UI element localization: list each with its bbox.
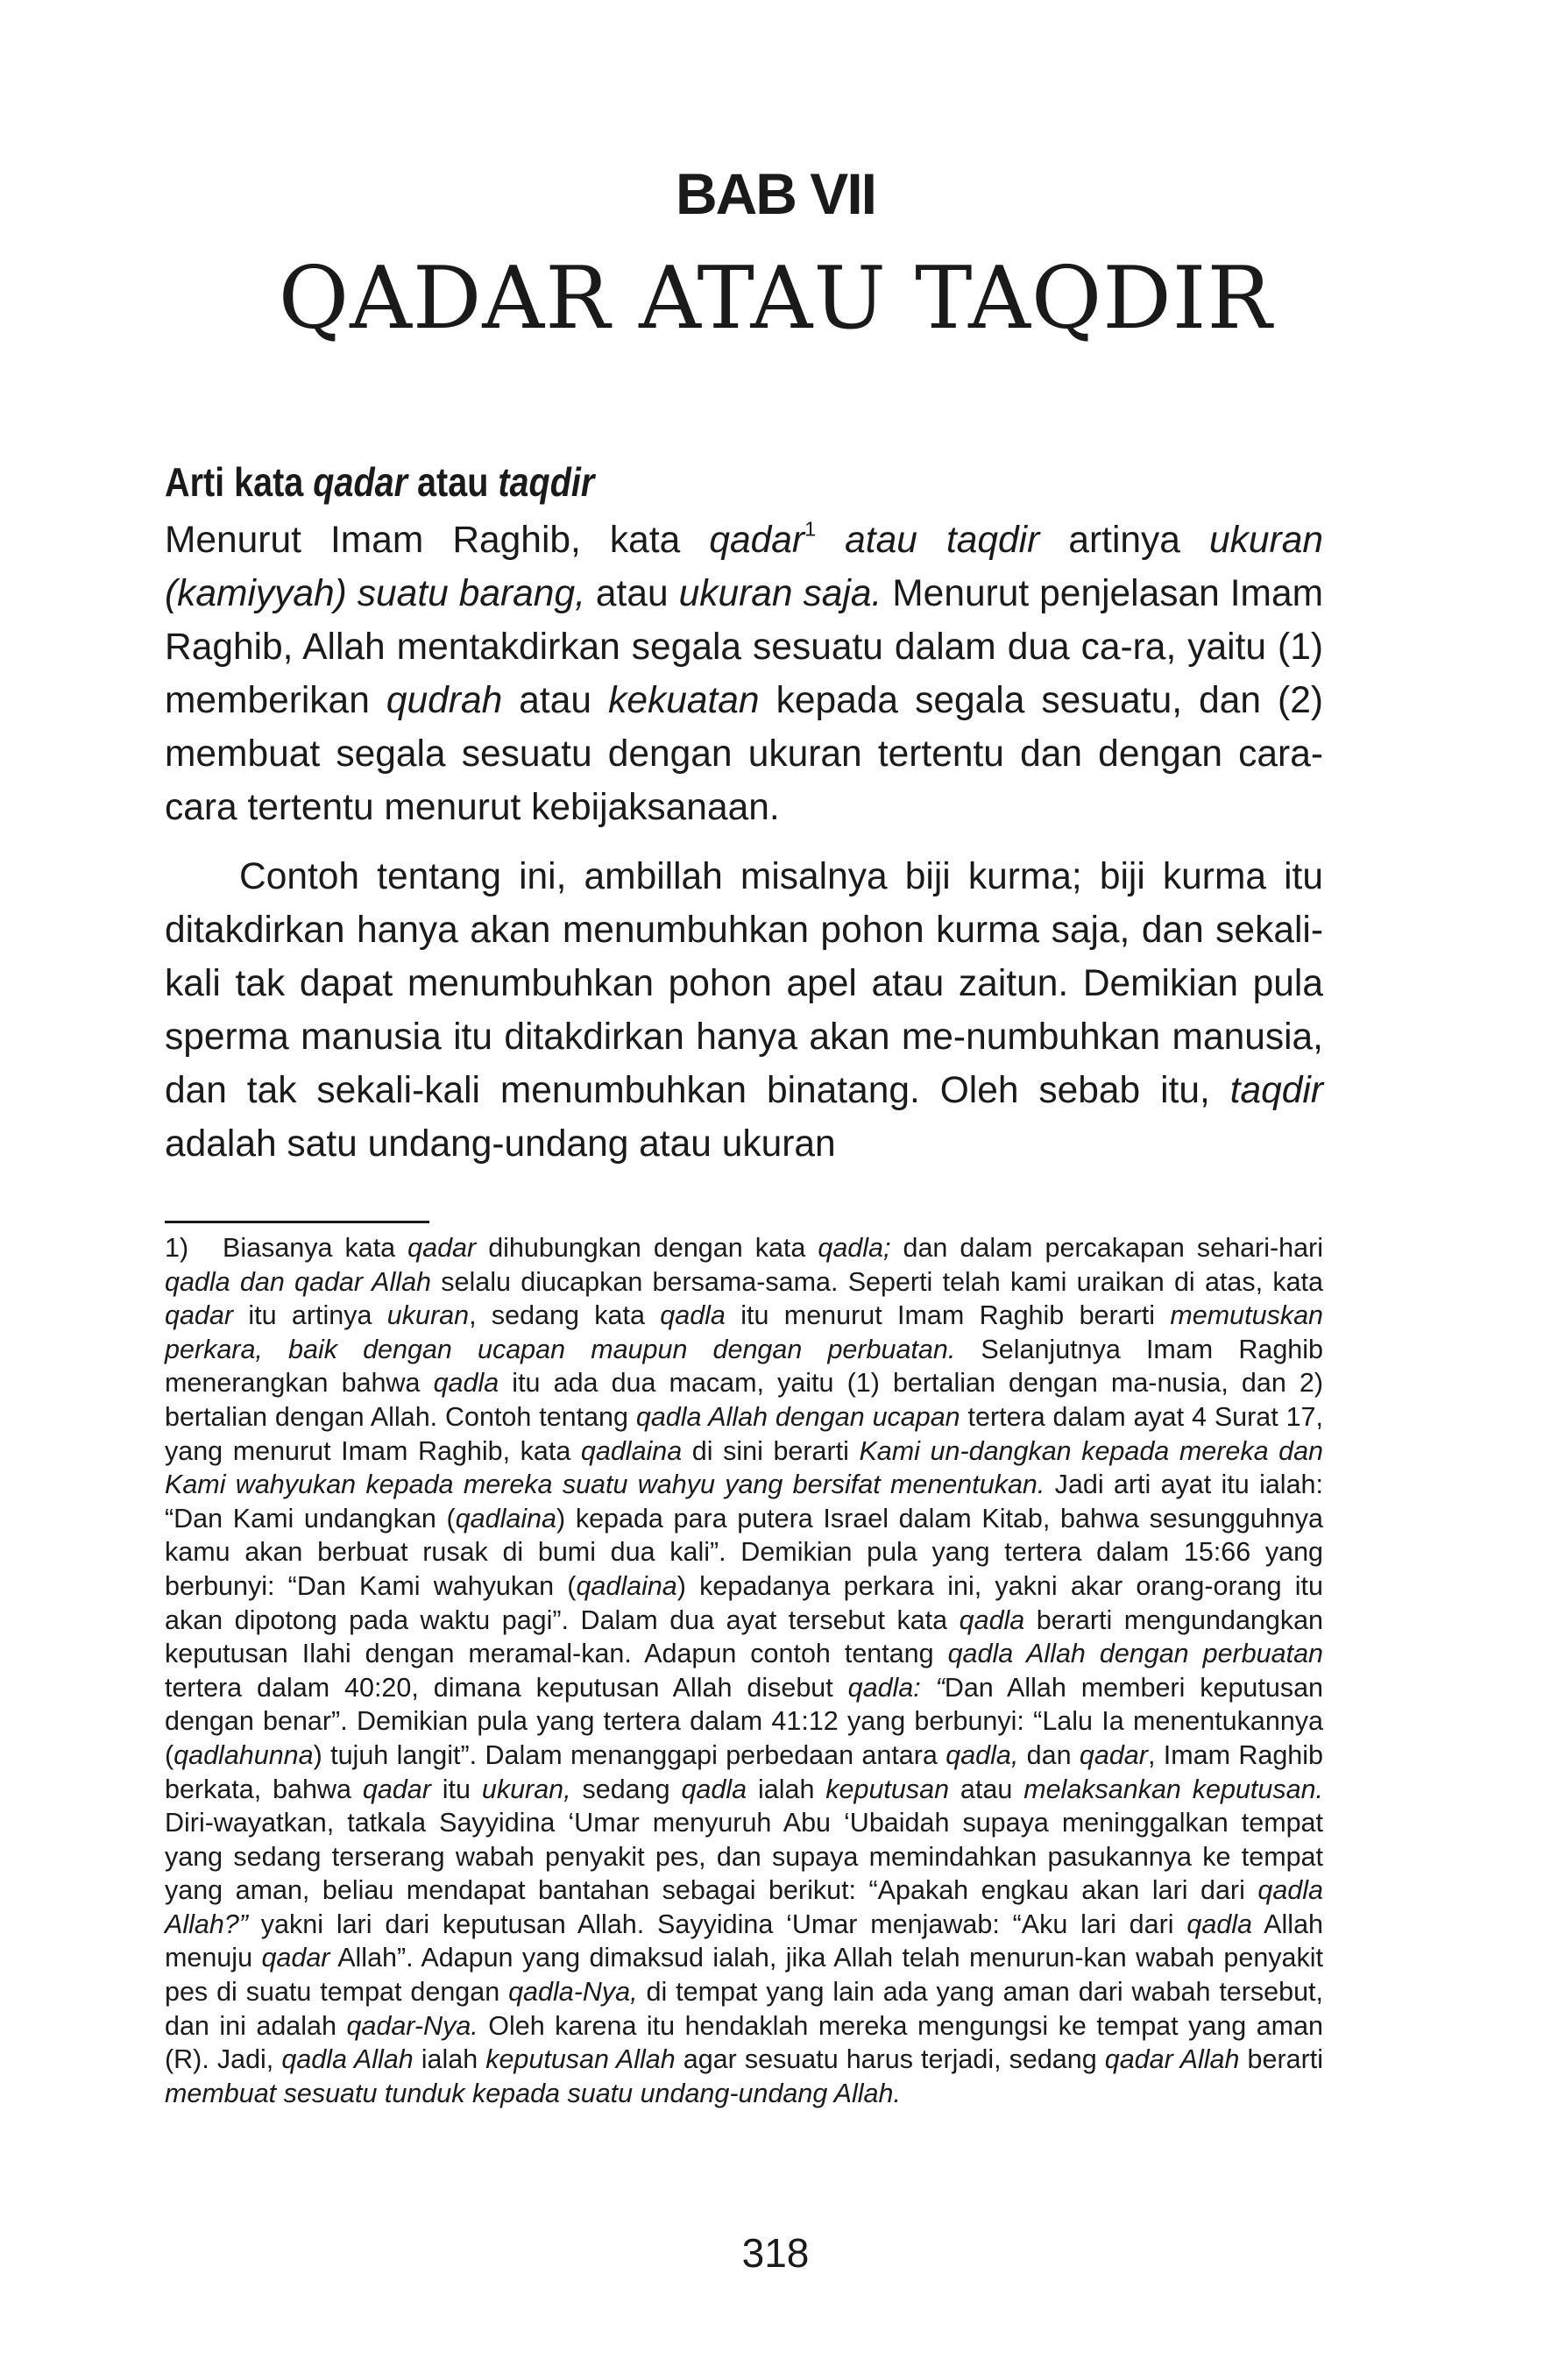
fn-run-italic: qadar (362, 1774, 431, 1804)
fn-run-italic: qadla (660, 1300, 726, 1331)
fn-run-italic: qadla, (945, 1739, 1019, 1770)
heading-term-qadar: qadar (313, 459, 408, 505)
text-run: atau (502, 680, 609, 721)
fn-run: ) kepadanya perkara ini, yakni akar orang-orang itu akan dipotong pada waktu pagi”. Dalam dua ayat tersebut kata (165, 1570, 1323, 1635)
fn-run-italic: qadla Allah (281, 2044, 414, 2075)
fn-run-italic: qadla Allah dengan perbuatan (947, 1639, 1323, 1669)
fn-run-italic: Kami un-dangkan kepada mereka dan Kami wahyukan kepada mereka suatu wahyu yang bersifat menentukan. (165, 1435, 1323, 1500)
heading-text: Arti kata (165, 459, 314, 505)
text-run-italic: qadar (709, 520, 805, 561)
fn-run-italic: qadlaina (455, 1503, 557, 1534)
fn-run: sedang (570, 1774, 682, 1804)
text-run: kepada segala sesuatu, dan (2) membuat segala sesuatu dengan ukuran tertentu dan dengan cara-cara tertentu menurut kebijaksanaan. (165, 680, 1323, 828)
fn-run-italic: qadar (1079, 1739, 1148, 1770)
fn-run-italic: qadla (433, 1368, 499, 1399)
fn-run-italic: qadlaina (576, 1570, 677, 1601)
text-run-italic: ukuran saja. (678, 573, 882, 614)
fn-run-italic: qadar Allah (1104, 2044, 1240, 2075)
fn-run: Jadi arti ayat itu ialah: “Dan Kami undangkan ( (165, 1470, 1323, 1534)
fn-run-italic: qadar (261, 1943, 330, 1973)
fn-run-italic: qadla: “ (847, 1672, 945, 1703)
fn-run: dihubungkan dengan kata (476, 1233, 818, 1263)
text-run-italic: kekuatan (608, 680, 760, 721)
fn-run-italic: membuat sesuatu tunduk kepada suatu undang-undang Allah. (165, 2078, 901, 2108)
fn-run-italic: qadla (959, 1604, 1025, 1635)
fn-run: di sini berarti (682, 1435, 860, 1466)
page-number: 318 (741, 2230, 810, 2276)
fn-run-italic: qadla (681, 1774, 747, 1804)
fn-run-italic: qadla (1186, 1909, 1253, 1939)
fn-run: yakni lari dari keputusan Allah. Sayyidina ‘Umar menjawab: “Aku lari dari (247, 1909, 1187, 1939)
fn-run: dan (1018, 1739, 1080, 1770)
fn-run: dan dalam percakapan sehari-hari (890, 1233, 1323, 1263)
fn-run: ) kepada para putera Israel dalam Kitab, bahwa sesungguhnya kamu akan berbuat rusak di bumi dua kali”. Demikian pula yang tertera dalam 15:66 yang berbunyi: “Dan Kami wahyukan ( (165, 1503, 1323, 1601)
fn-run: Diri-wayatkan, tatkala Sayyidina ‘Umar menyuruh Abu ‘Ubaidah supaya meninggalkan tempat yang sedang terserang wabah penyakit pes, dan supaya memindahkan pasukannya ke tempat yang aman, beliau mendapat bantahan sebagai berikut: “Apakah engkau akan lari dari (165, 1808, 1323, 1906)
fn-run: selalu diucapkan bersama-sama. Seperti telah kami uraikan di atas, kata (431, 1266, 1323, 1297)
footnote-number: 1) (165, 1233, 189, 1263)
text-run-italic: taqdir (1229, 1070, 1323, 1111)
fn-run-italic: memutuskan perkara, baik dengan ucapan maupun dengan perbuatan. (165, 1300, 1323, 1364)
text-run-italic: ukuran (kamiyyah) suatu barang, (165, 520, 1323, 614)
chapter-title: QADAR ATAU TAQDIR (278, 249, 1273, 349)
fn-run: itu menurut Imam Raghib berarti (725, 1300, 1171, 1331)
text-run: Menurut penjelasan Imam Raghib, Allah mentakdirkan segala sesuatu dalam dua ca-ra, yaitu (1) memberikan (165, 573, 1323, 721)
fn-run-italic: qadla Allah?” (165, 1875, 1323, 1939)
fn-run: ialah (413, 2044, 486, 2075)
fn-run-italic: ukuran (386, 1300, 470, 1331)
heading-text: atau (407, 459, 499, 505)
fn-run-italic: qadla-Nya, (508, 1977, 638, 2008)
fn-run: Oleh karena itu hendaklah mereka mengungsi ke tempat yang aman (R). Jadi, (165, 2010, 1323, 2075)
fn-run-italic: keputusan (825, 1774, 950, 1804)
chapter-number: BAB VII (675, 161, 876, 226)
fn-run-italic: qadla Allah dengan ucapan (635, 1401, 960, 1432)
fn-run: ialah (747, 1774, 826, 1804)
body-paragraph-1 (165, 514, 1323, 834)
heading-term-taqdir: taqdir (498, 459, 595, 505)
fn-run: di tempat yang lain ada yang aman dari wabah tersebut, dan ini adalah (165, 1977, 1323, 2041)
fn-run-italic: qadar-Nya. (346, 2010, 478, 2041)
fn-run: itu (430, 1774, 482, 1804)
fn-run: agar sesuatu harus terjadi, sedang (675, 2044, 1105, 2075)
text-run-italic: qudrah (386, 680, 503, 721)
fn-run: berarti (1239, 2044, 1323, 2075)
text-run: Contoh tentang ini, ambillah misalnya biji kurma; biji kurma itu ditakdirkan hanya akan menumbuhkan pohon kurma saja, dan sekali-kali tak dapat menumbuhkan pohon apel atau zaitun. Demikian pula sperma manusia itu ditakdirkan hanya akan me-numbuhkan manusia, dan tak sekali-kali menumbuhkan binatang. Oleh sebab itu, (165, 856, 1323, 1111)
fn-run-italic: qadla dan qadar Allah (165, 1266, 432, 1297)
fn-run: Biasanya kata (223, 1233, 408, 1263)
fn-run-italic: melaksankan keputusan. (1023, 1774, 1324, 1804)
footnote-divider (165, 1221, 429, 1223)
fn-run: , sedang kata (469, 1300, 661, 1331)
fn-run-italic: qadla; (818, 1233, 891, 1263)
fn-run: itu artinya (233, 1300, 387, 1331)
fn-run: itu ada dua macam, yaitu (1) bertalian dengan ma-nusia, dan 2) bertalian dengan Allah. Contoh tentang (165, 1368, 1324, 1432)
fn-run: atau (949, 1774, 1024, 1804)
fn-run-italic: keputusan Allah (485, 2044, 676, 2075)
fn-run: , Imam Raghib berkata, bahwa (165, 1739, 1324, 1804)
fn-run: tertera dalam ayat 4 Surat 17, yang menurut Imam Raghib, kata (165, 1401, 1323, 1466)
fn-run: Selanjutnya Imam Raghib menerangkan bahwa (165, 1334, 1323, 1399)
footnote-1 (165, 1231, 1323, 2110)
body-paragraph-2 (165, 850, 1323, 1171)
section-heading (165, 459, 595, 505)
footnote-ref[interactable]: 1 (804, 517, 817, 541)
fn-run-italic: qadlaina (580, 1435, 683, 1466)
text-run: adalah satu undang-undang atau ukuran (165, 1123, 836, 1165)
fn-run-italic: qadar (165, 1300, 234, 1331)
text-run: Menurut Imam Raghib, kata (165, 520, 710, 561)
fn-run: Allah menuju (165, 1909, 1323, 1973)
fn-run: Allah”. Adapun yang dimaksud ialah, jika Allah telah menurun-kan wabah penyakit pes di suatu tempat dengan (165, 1943, 1323, 2008)
fn-run: berarti mengundangkan keputusan Ilahi dengan meramal-kan. Adapun contoh tentang (165, 1604, 1324, 1669)
text-run: artinya (1039, 520, 1210, 561)
fn-run-italic: qadlahunna (174, 1739, 314, 1770)
fn-run-italic: ukuran, (481, 1774, 571, 1804)
text-run-italic: atau taqdir (816, 520, 1040, 561)
fn-run: ) tujuh langit”. Dalam menanggapi perbedaan antara (313, 1739, 946, 1770)
fn-run: tertera dalam 40:20, dimana keputusan Allah disebut (165, 1672, 848, 1703)
text-run: atau (584, 573, 679, 614)
fn-run: Dan Allah memberi keputusan dengan benar”. Demikian pula yang tertera dalam 41:12 yang berbunyi: “Lalu Ia menentukannya ( (165, 1672, 1324, 1770)
fn-run-italic: qadar (407, 1233, 477, 1263)
